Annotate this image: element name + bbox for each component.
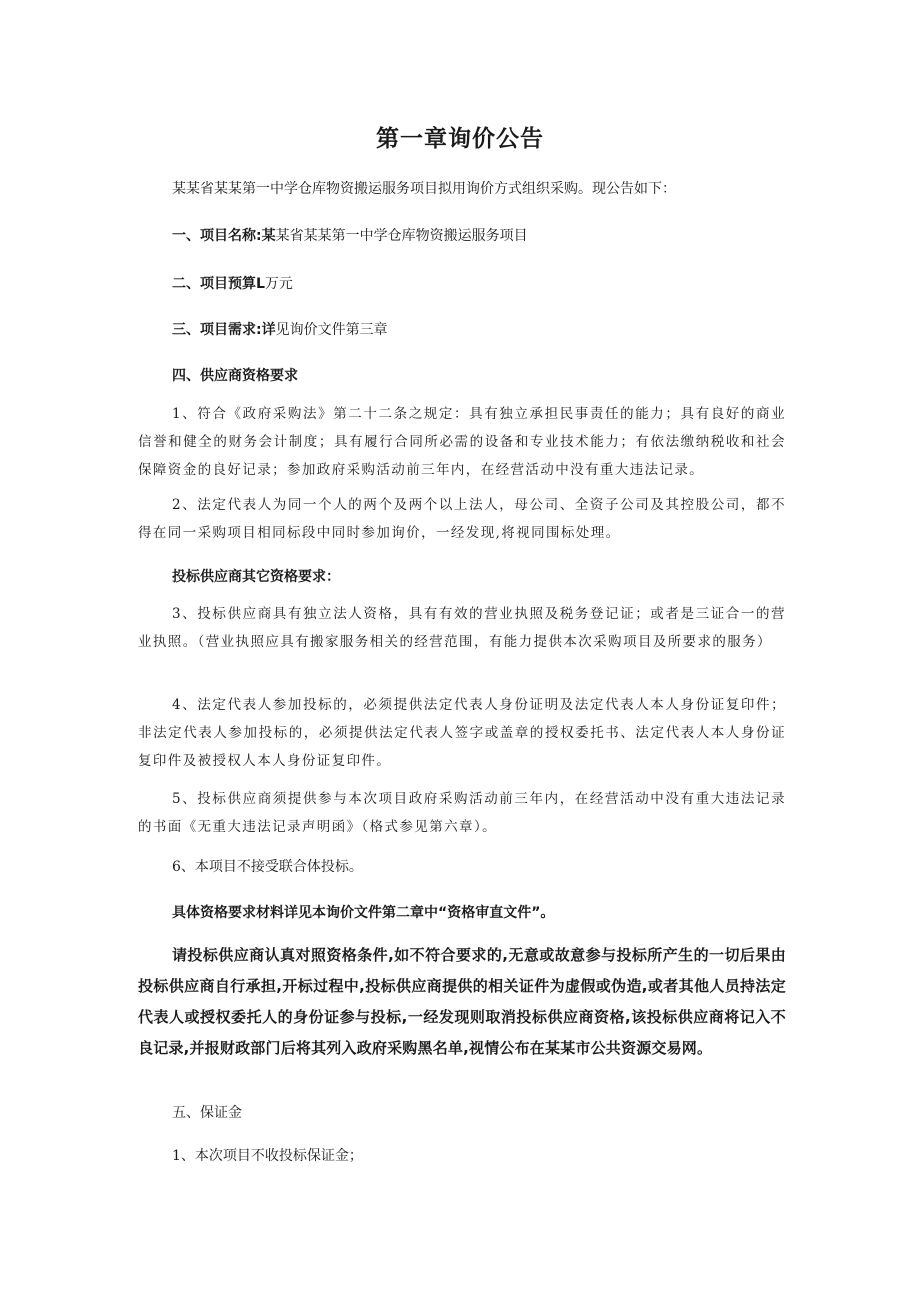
qualification-detail-note: 具体资格要求材料详见本询价文件第二章中“资格审直文件”。: [172, 905, 555, 921]
requirement-3: 3、投标供应商具有独立法人资格，具有有效的营业执照及税务登记证；或者是三证合一的营业执照。（营业执照应具有搬家服务相关的经营范围，有能力提供本次采购项目及所要求的服务）: [138, 606, 786, 650]
project-name-value: 某省某某第一中学仓库物资搬运服务项目: [275, 228, 528, 244]
requirement-2: 2、法定代表人为同一个人的两个及两个以上法人，母公司、全资子公司及其控股公司，都不得在同一采购项目相同标段中同时参加询价，一经发现,将视同围标处理。: [138, 497, 786, 541]
requirement-1: 1、符合《政府采购法》第二十二条之规定：具有独立承担民事责任的能力；具有良好的商业信誉和健全的财务会计制度；具有履行合同所必需的设备和专业技术能力；有依法缴纳税收和社会保障资金的良好记录；参加政府采购活动前三年内，在经营活动中没有重大违法记录。: [138, 406, 786, 478]
project-budget-line: [172, 273, 293, 293]
project-requirement-value: 见询价文件第三章: [275, 322, 388, 338]
project-budget-label: 二、项目预算L: [172, 276, 265, 292]
project-budget-value: 万元: [264, 276, 293, 292]
deposit-heading: 五、保证金: [172, 1105, 242, 1121]
supplier-qualification-heading: 四、供应商资格要求: [172, 368, 298, 384]
requirement-4: 4、法定代表人参加投标的，必须提供法定代表人身份证明及法定代表人本人身份证复印件；非法定代表人参加投标的，必须提供法定代表人签字或盖章的授权委托书、法定代表人本人身份证复印件及被授权人本人身份证复印件。: [138, 697, 786, 769]
intro-text: 某某省某某第一中学仓库物资搬运服务项目拟用询价方式组织采购。现公告如下：: [172, 181, 676, 197]
project-name-line: [172, 225, 528, 245]
other-qualification-heading: 投标供应商其它资格要求：: [172, 569, 340, 585]
requirement-6: 6、本项目不接受联合体投标。: [172, 859, 363, 875]
page-title: 第一章询价公告: [376, 126, 544, 152]
requirement-5: 5、投标供应商须提供参与本次项目政府采购活动前三年内，在经营活动中没有重大违法记录的书面《无重大违法记录声明函》（格式参见第六章）。: [138, 791, 786, 835]
deposit-item-1: 1、本次项目不收投标保证金；: [172, 1148, 363, 1164]
project-name-label: 一、项目名称:某: [172, 228, 276, 244]
warning-paragraph: 请投标供应商认真对照资格条件,如不符合要求的,无意或故意参与投标所产生的一切后果由投标供应商自行承担,开标过程中,投标供应商提供的相关证件为虚假或伪造,或者其他人员持法定代表人或授权委托人的身份证参与投标,一经发现则取消投标供应商资格,该投标供应商将记入不良记录,并报财政部门后将其列入政府采购黑名单,视情公布在某某市公共资源交易网。: [138, 946, 786, 1057]
project-requirement-label: 三、项目需求:详: [172, 322, 276, 338]
project-requirement-line: [172, 319, 388, 339]
